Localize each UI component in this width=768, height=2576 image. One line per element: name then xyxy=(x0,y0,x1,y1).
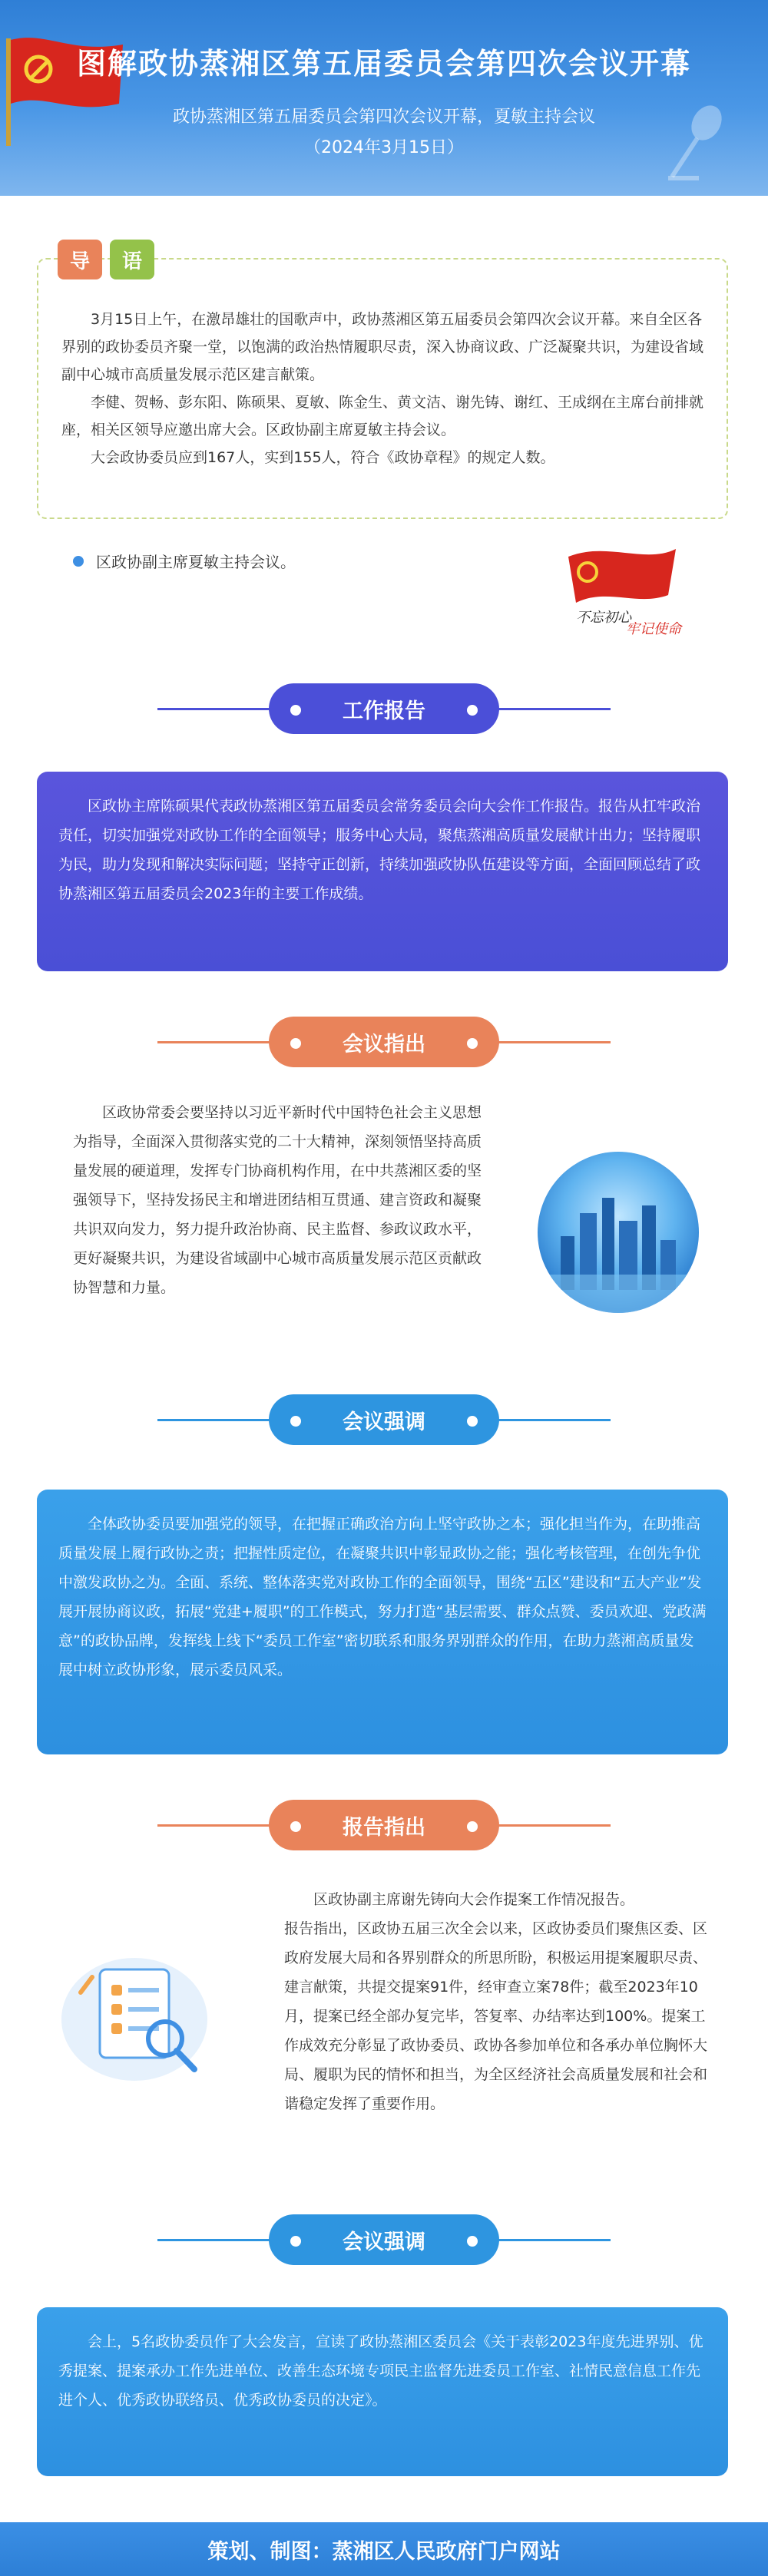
heading-line xyxy=(157,1041,273,1043)
heading-line xyxy=(157,1824,273,1827)
report-points-text: 报告指出，区政协五届三次全会以来，区政协委员们聚焦区委、区政府发展大局和各界别群众的所思所盼，积极运用提案履职尽责、建言献策，共提交提案91件，经审查立案78件；截至2023年10月，提案已经全部办复完毕，答复率、办结率达到100%。提案工作成效充分彰显了政协委员、政协各参加单位和各承办单位胸怀大局、履职为民的情怀和担当，为全区经济社会高质量发展和社会和谐稳定发挥了重要作用。 xyxy=(284,1920,708,2112)
heading-pill xyxy=(269,2214,499,2265)
bullet-item xyxy=(73,550,296,572)
dot-icon xyxy=(290,1038,301,1049)
dot-icon xyxy=(467,1416,478,1427)
heading-line xyxy=(157,2239,273,2241)
heading-line xyxy=(157,1419,273,1421)
footer-credit: 策划、制图：蒸湘区人民政府门户网站 xyxy=(0,2522,768,2576)
party-badge-logo xyxy=(553,541,684,641)
heading-line xyxy=(495,1041,611,1043)
heading-pill xyxy=(269,1800,499,1850)
heading-text: 会议指出 xyxy=(343,1032,425,1057)
city-skyline-icon xyxy=(538,1152,699,1313)
dot-icon xyxy=(290,2236,301,2247)
badge-text-1: 不忘初心 xyxy=(576,610,631,626)
intro-paragraph: 大会政协委员应到167人，实到155人，符合《政协章程》的规定人数。 xyxy=(91,449,555,466)
speeches-box xyxy=(37,2307,728,2476)
bullet-text: 区政协副主席夏敏主持会议。 xyxy=(96,553,296,571)
badge-text-2: 牢记使命 xyxy=(626,621,681,637)
microphone-icon xyxy=(653,92,745,184)
intro-paragraph: 李健、贺畅、彭东阳、陈硕果、夏敏、陈金生、黄文洁、谢先铸、谢红、王成纲在主席台前排就座，相关区领导应邀出席大会。区政协副主席夏敏主持会议。 xyxy=(61,394,704,438)
meeting-points-text-block xyxy=(73,1098,488,1302)
heading-text: 会议强调 xyxy=(343,2230,425,2254)
header-banner xyxy=(0,0,768,196)
report-points-intro: 区政协副主席谢先铸向大会作提案工作情况报告。 xyxy=(313,1891,635,1908)
meeting-emphasis-text: 全体政协委员要加强党的领导，在把握正确政治方向上坚守政协之本；强化担当作为，在助推高质量发展上履行政协之责；把握性质定位，在凝聚共识中彰显政协之能；强化考核管理，在创先争优中激发政协之为。全面、系统、整体落实党对政协工作的全面领导，围绕“五区”建设和“五大产业”发展开展协商议政，拓展“党建+履职”的工作模式，努力打造“基层需要、群众点赞、委员欢迎、党政满意”的政协品牌，发挥线上线下“委员工作室”密切联系和服务界别群众的作用，在助力蒸湘高质量发展中树立政协形象，展示委员风采。 xyxy=(58,1516,707,1678)
intro-label xyxy=(58,240,154,279)
heading-pill xyxy=(269,1017,499,1067)
heading-line xyxy=(495,2239,611,2241)
heading-pill xyxy=(269,1394,499,1445)
heading-line xyxy=(495,708,611,710)
dot-icon xyxy=(290,705,301,716)
dot-icon xyxy=(467,1038,478,1049)
dot-icon xyxy=(467,705,478,716)
section-heading-meeting-emphasis xyxy=(0,1391,768,1448)
section-heading-report-points xyxy=(0,1797,768,1853)
intro-tab-2: 语 xyxy=(110,240,154,279)
meeting-emphasis-box xyxy=(37,1490,728,1754)
heading-pill xyxy=(269,683,499,734)
speeches-text: 会上，5名政协委员作了大会发言，宣读了政协蒸湘区委员会《关于表彰2023年度先进界别、优秀提案、提案承办工作先进单位、改善生态环境专项民主监督先进委员工作室、社情民意信息工作先进个人、优秀政协联络员、优秀政协委员的决定》。 xyxy=(58,2333,703,2409)
heading-text: 会议强调 xyxy=(343,1410,425,1434)
meeting-points-text: 区政协常委会要坚持以习近平新时代中国特色社会主义思想为指导，全面深入贯彻落实党的二十大精神，深刻领悟坚持高质量发展的硬道理，发挥专门协商机构作用，在中共蒸湘区委的坚强领导下，坚持发扬民主和增进团结相互贯通、建言资政和凝聚共识双向发力，努力提升政治协商、民主监督、参政议政水平，更好凝聚共识，为建设省域副中心城市高质量发展示范区贡献政协智慧和力量。 xyxy=(73,1104,482,1296)
heading-text: 报告指出 xyxy=(343,1815,425,1840)
intro-tab-1: 导 xyxy=(58,240,102,279)
page-subtitle: 政协蒸湘区第五届委员会第四次会议开幕，夏敏主持会议 xyxy=(172,107,595,127)
work-report-box xyxy=(37,772,728,971)
dot-icon xyxy=(467,1821,478,1832)
section-heading-meeting-points xyxy=(0,1014,768,1070)
bullet-dot-icon xyxy=(73,556,84,567)
heading-line xyxy=(495,1824,611,1827)
dot-icon xyxy=(467,2236,478,2247)
dot-icon xyxy=(290,1821,301,1832)
heading-text: 工作报告 xyxy=(343,699,425,723)
heading-line xyxy=(157,708,273,710)
intro-paragraph: 3月15日上午，在激昂雄壮的国歌声中，政协蒸湘区第五届委员会第四次会议开幕。来自全区各界别的政协委员齐聚一堂，以饱满的政治热情履职尽责，深入协商议政、广泛凝聚共识，为建设省域副中心城市高质量发展示范区建言献策。 xyxy=(61,311,704,383)
report-points-text-block xyxy=(284,1885,718,2118)
city-night-image xyxy=(538,1152,699,1313)
section-heading-work-report xyxy=(0,680,768,737)
report-document-icon xyxy=(58,1946,211,2085)
heading-line xyxy=(495,1419,611,1421)
page-date: （2024年3月15日） xyxy=(304,138,464,157)
section-heading-meeting-emphasis-2 xyxy=(0,2211,768,2268)
work-report-text: 区政协主席陈硕果代表政协蒸湘区第五届委员会常务委员会向大会作工作报告。报告从扛牢政治责任，切实加强党对政协工作的全面领导；服务中心大局，聚焦蒸湘高质量发展献计出力；坚持履职为民，助力发现和解决实际问题；坚持守正创新，持续加强政协队伍建设等方面，全面回顾总结了政协蒸湘区第五届委员会2023年的主要工作成绩。 xyxy=(58,798,701,902)
page-title: 图解政协蒸湘区第五届委员会第四次会议开幕 xyxy=(76,47,691,81)
intro-box xyxy=(37,258,728,519)
dot-icon xyxy=(290,1416,301,1427)
